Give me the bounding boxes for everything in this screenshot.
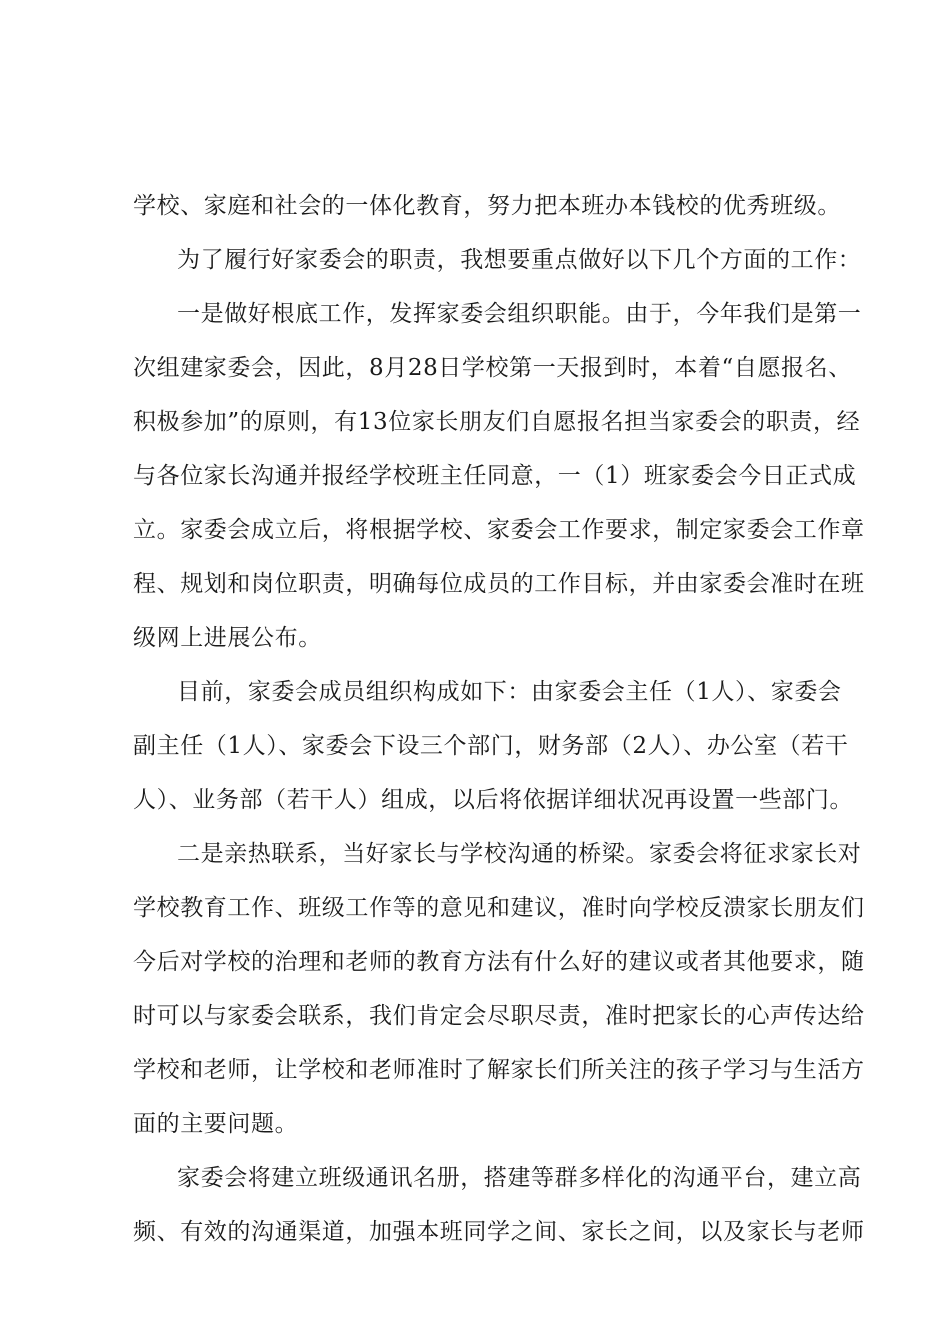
text-line: 家委会将建立班级通讯名册，搭建等群多样化的沟通平台，建立高 [177, 1165, 862, 1191]
text-line: 二是亲热联系，当好家长与学校沟通的桥梁。家委会将征求家长对 [177, 841, 862, 867]
text-line: 副主任（1人）、家委会下设三个部门，财务部（2人）、办公室（若干 [133, 733, 849, 759]
text-line: 今后对学校的治理和老师的教育方法有什么好的建议或者其他要求，随 [133, 949, 865, 975]
text-line: 时可以与家委会联系，我们肯定会尽职尽责，准时把家长的心声传达给 [133, 1003, 865, 1029]
text-line: 学校和老师，让学校和老师准时了解家长们所关注的孩子学习与生活方 [133, 1057, 865, 1083]
text-line: 目前，家委会成员组织构成如下：由家委会主任（1人）、家委会 [177, 679, 842, 705]
text-line: 面的主要问题。 [133, 1111, 299, 1137]
text-line: 学校、家庭和社会的一体化教育，努力把本班办本钱校的优秀班级。 [133, 193, 841, 219]
text-line: 为了履行好家委会的职责，我想要重点做好以下几个方面的工作： [177, 247, 862, 273]
text-line: 学校教育工作、班级工作等的意见和建议，准时向学校反溃家长朋友们 [133, 895, 865, 921]
text-line: 积极参加”的原则，有13位家长朋友们自愿报名担当家委会的职责，经 [133, 409, 861, 435]
text-line: 次组建家委会，因此，8月28日学校第一天报到时，本着“自愿报名、 [133, 355, 852, 381]
text-line: 程、规划和岗位职责，明确每位成员的工作目标，并由家委会准时在班 [133, 571, 865, 597]
text-line: 一是做好根底工作，发挥家委会组织职能。由于，今年我们是第一 [177, 301, 862, 327]
text-line: 与各位家长沟通并报经学校班主任同意，一（1）班家委会今日正式成 [133, 463, 857, 489]
text-line: 频、有效的沟通渠道，加强本班同学之间、家长之间，以及家长与老师 [133, 1219, 865, 1245]
text-line: 级网上进展公布。 [133, 625, 322, 651]
text-line: 立。家委会成立后，将根据学校、家委会工作要求，制定家委会工作章 [133, 517, 865, 543]
text-line: 人）、业务部（若干人）组成，以后将依据详细状况再设置一些部门。 [133, 787, 854, 813]
